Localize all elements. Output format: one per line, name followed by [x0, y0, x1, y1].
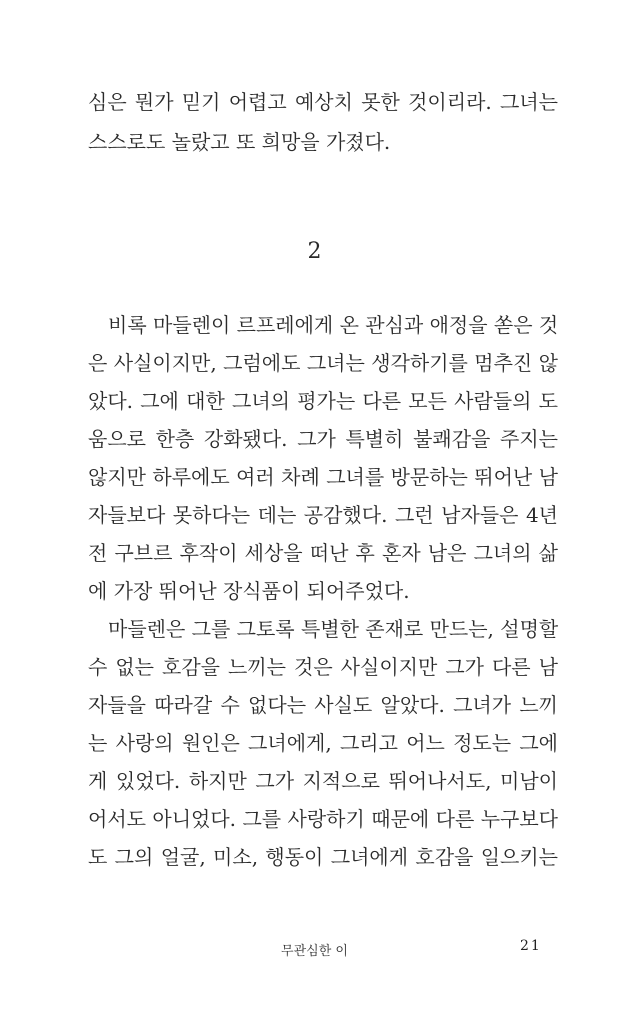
text-line: 았다. 그에 대한 그녀의 평가는 다른 모든 사람들의 도	[88, 389, 558, 413]
paragraph	[88, 610, 558, 876]
text-line: 도 그의 얼굴, 미소, 행동이 그녀에게 호감을 일으키는	[88, 845, 558, 869]
text-line: 는 사랑의 원인은 그녀에게, 그리고 어느 정도는 그에	[88, 731, 558, 755]
text-line: 전 구브르 후작이 세상을 떠난 후 혼자 남은 그녀의 삶	[88, 541, 558, 565]
text-line: 마들렌은 그를 그토록 특별한 존재로 만드는, 설명할	[108, 617, 559, 641]
chapter-body	[88, 306, 558, 876]
chapter-number: 2	[307, 239, 322, 264]
text-line: 어서도 아니었다. 그를 사랑하기 때문에 다른 누구보다	[88, 807, 558, 831]
paragraph	[88, 306, 558, 610]
text-line: 자들을 따라갈 수 없다는 사실도 알았다. 그녀가 느끼	[88, 693, 558, 717]
page-number: 21	[520, 938, 542, 954]
text-line: 심은 뭔가 믿기 어렵고 예상치 못한 것이리라. 그녀는	[88, 90, 558, 114]
text-line: 비록 마들렌이 르프레에게 온 관심과 애정을 쏟은 것	[108, 313, 559, 337]
text-line: 움으로 한층 강화됐다. 그가 특별히 불쾌감을 주지는	[88, 427, 558, 451]
running-footer-title: 무관심한 이	[281, 944, 348, 959]
text-line: 은 사실이지만, 그럼에도 그녀는 생각하기를 멈추진 않	[88, 351, 558, 375]
text-line: 게 있었다. 하지만 그가 지적으로 뛰어나서도, 미남이	[88, 769, 558, 793]
text-line: 수 없는 호감을 느끼는 것은 사실이지만 그가 다른 남	[88, 655, 558, 679]
text-line: 에 가장 뛰어난 장식품이 되어주었다.	[88, 579, 410, 603]
text-line: 스스로도 놀랐고 또 희망을 가졌다.	[88, 130, 391, 154]
continued-paragraph	[88, 82, 558, 162]
text-line: 자들보다 못하다는 데는 공감했다. 그런 남자들은 4년	[88, 503, 558, 527]
text-line: 않지만 하루에도 여러 차례 그녀를 방문하는 뛰어난 남	[88, 465, 558, 489]
